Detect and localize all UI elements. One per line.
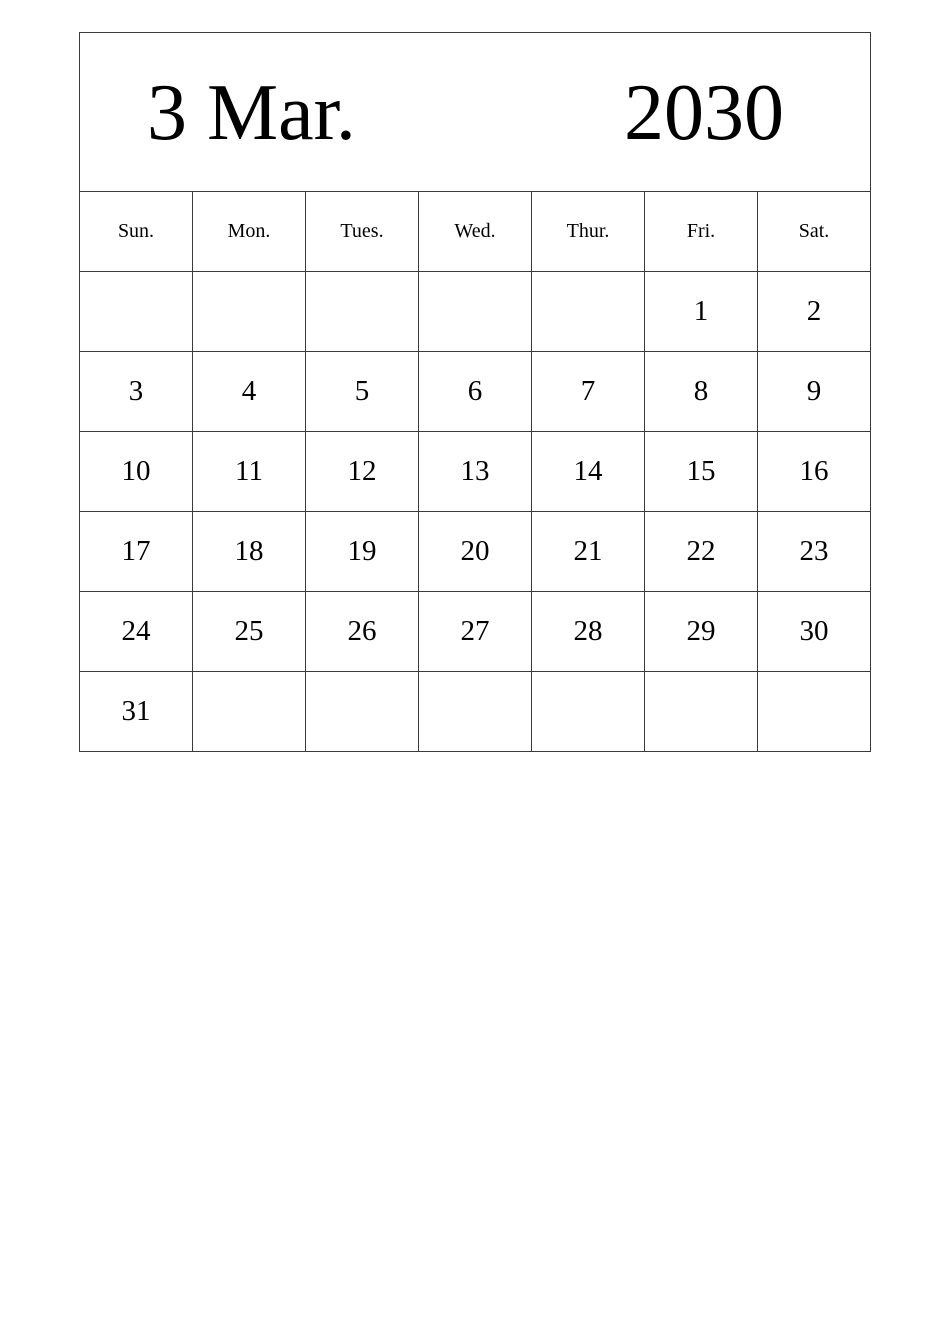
week-row-4 <box>80 512 871 592</box>
day-cell: 23 <box>758 512 871 592</box>
day-cell: 17 <box>80 512 193 592</box>
year-title: 2030 <box>624 69 784 157</box>
day-cell <box>758 672 871 752</box>
day-cell: 14 <box>532 432 645 512</box>
day-cell: 13 <box>419 432 532 512</box>
day-cell: 12 <box>306 432 419 512</box>
day-cell: 8 <box>645 352 758 432</box>
day-cell: 18 <box>193 512 306 592</box>
weekday-mon: Mon. <box>193 192 306 272</box>
day-cell <box>193 672 306 752</box>
weekday-tue: Tues. <box>306 192 419 272</box>
day-cell: 4 <box>193 352 306 432</box>
day-cell <box>306 272 419 352</box>
day-cell: 10 <box>80 432 193 512</box>
day-cell: 28 <box>532 592 645 672</box>
day-cell <box>419 272 532 352</box>
day-cell: 15 <box>645 432 758 512</box>
weekday-wed: Wed. <box>419 192 532 272</box>
calendar-header <box>80 33 871 192</box>
day-cell: 24 <box>80 592 193 672</box>
day-cell: 2 <box>758 272 871 352</box>
month-title: 3 Mar. <box>147 69 356 157</box>
day-cell <box>306 672 419 752</box>
day-cell: 25 <box>193 592 306 672</box>
weekday-fri: Fri. <box>645 192 758 272</box>
weekday-sun: Sun. <box>80 192 193 272</box>
weekday-thu: Thur. <box>532 192 645 272</box>
week-row-3 <box>80 432 871 512</box>
day-cell: 7 <box>532 352 645 432</box>
day-cell: 5 <box>306 352 419 432</box>
day-cell: 27 <box>419 592 532 672</box>
week-row-1 <box>80 272 871 352</box>
day-cell: 16 <box>758 432 871 512</box>
day-cell: 3 <box>80 352 193 432</box>
calendar-header-row <box>80 33 871 192</box>
week-row-5 <box>80 592 871 672</box>
week-row-6 <box>80 672 871 752</box>
day-cell: 22 <box>645 512 758 592</box>
day-cell: 30 <box>758 592 871 672</box>
weekday-row <box>80 192 871 272</box>
day-cell <box>419 672 532 752</box>
calendar-grid <box>79 32 871 752</box>
weekday-sat: Sat. <box>758 192 871 272</box>
day-cell <box>532 672 645 752</box>
day-cell <box>193 272 306 352</box>
day-cell: 11 <box>193 432 306 512</box>
day-cell: 1 <box>645 272 758 352</box>
day-cell: 6 <box>419 352 532 432</box>
day-cell <box>532 272 645 352</box>
week-row-2 <box>80 352 871 432</box>
day-cell <box>645 672 758 752</box>
day-cell: 20 <box>419 512 532 592</box>
day-cell: 31 <box>80 672 193 752</box>
day-cell <box>80 272 193 352</box>
day-cell: 29 <box>645 592 758 672</box>
day-cell: 26 <box>306 592 419 672</box>
day-cell: 9 <box>758 352 871 432</box>
day-cell: 19 <box>306 512 419 592</box>
day-cell: 21 <box>532 512 645 592</box>
